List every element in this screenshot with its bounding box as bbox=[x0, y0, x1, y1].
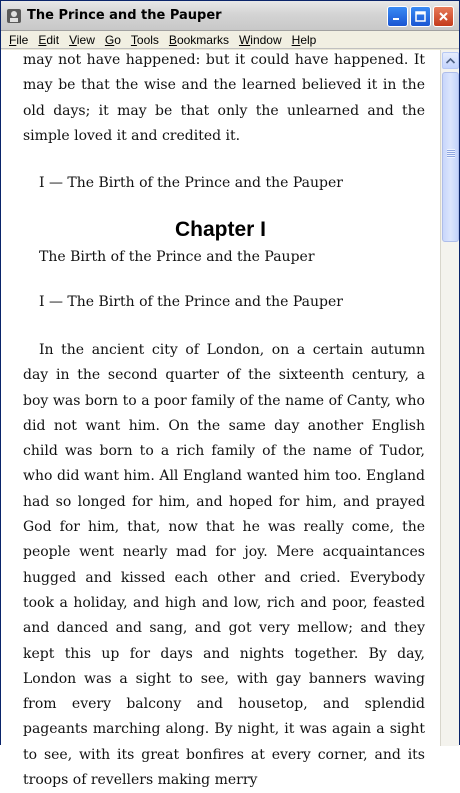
menu-bar bbox=[1, 31, 459, 49]
paragraph-top: may not have happened: but it could have happened. It may be that the wise and the learned believed it in the old days; it may be that only the unlearned and the simple loved it and credited it. bbox=[23, 52, 425, 144]
toc-line-2: I — The Birth of the Prince and the Pauper bbox=[39, 294, 343, 310]
scroll-thumb[interactable] bbox=[442, 72, 459, 242]
menu-file[interactable]: File bbox=[9, 32, 29, 47]
menu-tools[interactable]: Tools bbox=[130, 32, 159, 47]
chapter-subtitle: The Birth of the Prince and the Pauper bbox=[39, 249, 315, 265]
toc-line: I — The Birth of the Prince and the Pauper bbox=[39, 175, 343, 191]
scroll-up-button[interactable] bbox=[442, 52, 459, 69]
paragraph-main-text: In the ancient city of London, on a certain autumn day in the second quarter of the sixteenth century, a boy was born to a poor family of the name of Canty, who did not want him. On the same day another English child was born to a rich family of the name of Tudor, who did want him. All England wanted him too. England had so longed for him, and hoped for him, and prayed God for him, that, now that he was really come, the people went nearly mad for joy. Mere acquaintances hugged and kissed each other and cried. Everybody took a holiday, and high and low, rich and poor, feasted and danced and sang, and got very mellow; and they kept this up for days and nights together. By day, London was a sight to see, with gay banners waving from every balcony and housetop, and splendid pageants marching along. By night, it was again a sight to see, with its great bonfires at every corner, and its troops of revellers making merry bbox=[23, 342, 425, 789]
document-view[interactable] bbox=[1, 50, 440, 789]
chevron-up-icon bbox=[446, 58, 455, 64]
window-title: The Prince and the Pauper bbox=[27, 8, 222, 23]
app-icon bbox=[6, 8, 22, 24]
menu-bookmarks[interactable]: Bookmarks bbox=[168, 32, 229, 47]
menu-view[interactable]: View bbox=[69, 32, 95, 47]
title-bar[interactable] bbox=[1, 1, 459, 31]
menu-edit[interactable]: Edit bbox=[38, 32, 60, 47]
menu-go[interactable]: Go bbox=[104, 32, 121, 47]
maximize-button[interactable] bbox=[410, 6, 431, 27]
close-button[interactable] bbox=[433, 6, 454, 27]
maximize-icon bbox=[415, 11, 426, 22]
minimize-button[interactable] bbox=[387, 6, 408, 27]
menu-window[interactable]: Window bbox=[238, 32, 282, 47]
minimize-icon bbox=[392, 11, 403, 22]
grip-icon bbox=[447, 149, 455, 158]
close-icon bbox=[438, 11, 449, 22]
menu-help[interactable]: Help bbox=[291, 32, 317, 47]
vertical-scrollbar[interactable] bbox=[440, 50, 459, 746]
paragraph-main bbox=[23, 338, 425, 793]
chapter-heading: Chapter I bbox=[174, 218, 266, 241]
